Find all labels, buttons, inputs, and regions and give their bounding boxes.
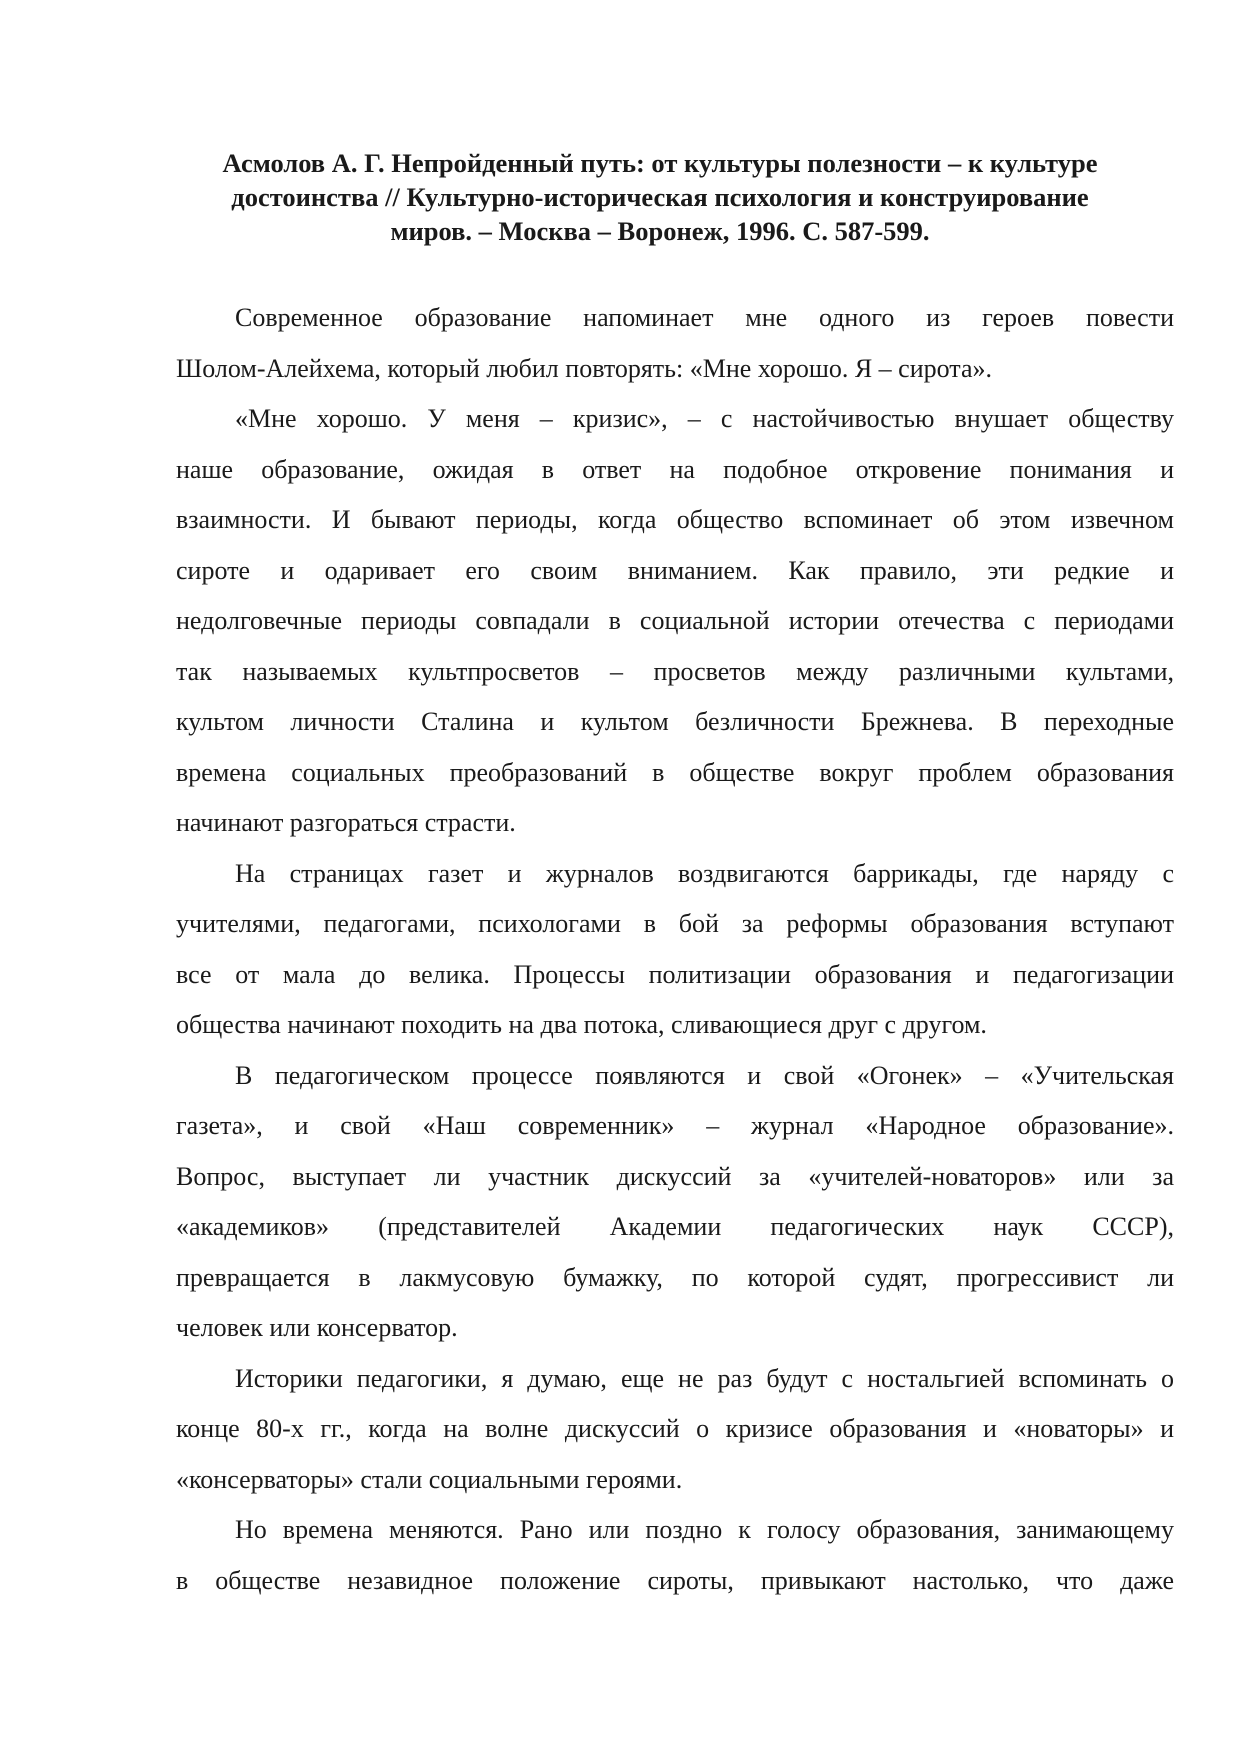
paragraph [176,1354,1174,1506]
text-line: Современное образование напоминает мне одного из героев повести [235,303,1174,332]
text-line: В педагогическом процессе появляются и свой «Огонек» – «Учительская [235,1060,1174,1090]
paragraph [176,849,1174,1051]
text-line: все от мала до велика. Процессы политизации образования и педагогизации [176,959,1174,989]
text-line: общества начинают походить на два потока, сливающиеся друг с другом. [176,1010,987,1039]
heading-line: миров. – Москва – Воронеж, 1996. С. 587-599. [390,216,930,246]
text-line: конце 80-х гг., когда на волне дискуссий о кризисе образования и «новаторы» и [176,1414,1174,1443]
text-line: учителями, педагогами, психологами в бой за реформы образования вступают [176,909,1174,938]
heading-line: достоинства // Культурно-историческая психология и конструирование [231,182,1089,212]
text-line: Историки педагогики, я думаю, еще не раз будут с ностальгией вспоминать о [235,1363,1174,1393]
paragraph [176,1051,1174,1354]
text-line: так называемых культпросветов – просветов между различными культами, [176,656,1174,686]
text-line: начинают разгораться страсти. [176,808,516,837]
document-heading [160,146,1160,248]
text-line: в обществе незавидное положение сироты, привыкают настолько, что даже [176,1565,1174,1595]
text-line: Вопрос, выступает ли участник дискуссий за «учителей-новаторов» или за [176,1161,1174,1191]
text-line: Но времена меняются. Рано или поздно к голосу образования, занимающему [235,1515,1174,1544]
text-line: взаимности. И бывают периоды, когда общество вспоминает об этом извечном [176,505,1174,534]
paragraph [176,1505,1174,1606]
text-line: «консерваторы» стали социальными героями. [176,1464,683,1494]
paragraph [176,293,1174,394]
text-line: наше образование, ожидая в ответ на подобное откровение понимания и [176,454,1174,484]
text-line: газета», и свой «Наш современник» – журнал «Народное образование». [176,1111,1174,1140]
document-body [176,293,1174,1606]
text-line: «академиков» (представителей Академии педагогических наук СССР), [176,1212,1174,1241]
text-line: На страницах газет и журналов воздвигаются баррикады, где наряду с [235,858,1174,888]
paragraph [176,394,1174,849]
text-line: Шолом-Алейхема, который любил повторять: «Мне хорошо. Я – сирота». [176,353,993,383]
text-line: человек или консерватор. [176,1313,458,1342]
heading-line: Асмолов А. Г. Непройденный путь: от культуры полезности – к культуре [222,148,1098,178]
text-line: «Мне хорошо. У меня – кризис», – с настойчивостью внушает обществу [235,404,1174,433]
text-line: сироте и одаривает его своим вниманием. Как правило, эти редкие и [176,555,1174,585]
text-line: времена социальных преобразований в обществе вокруг проблем образования [176,757,1174,787]
text-line: культом личности Сталина и культом безличности Брежнева. В переходные [176,707,1174,736]
text-line: недолговечные периоды совпадали в социальной истории отечества с периодами [176,606,1174,635]
text-line: превращается в лакмусовую бумажку, по которой судят, прогрессивист ли [176,1262,1174,1292]
